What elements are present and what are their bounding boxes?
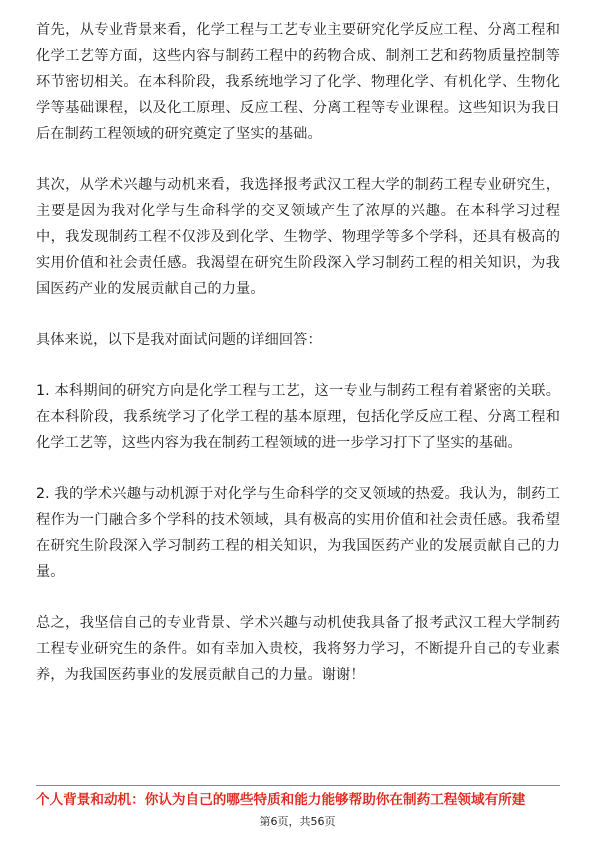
section-divider (36, 785, 560, 786)
paragraph-professional-background: 首先，从专业背景来看，化学工程与工艺专业主要研究化学反应工程、分离工程和化学工艺等方面，这些内容与制药工程中的药物合成、制剂工艺和药物质量控制等环节密切相关。在本科阶段，我系统地学习了化学、物理化学、有机化学、生物化学等基础课程，以及化工原理、反应工程、分离工程等专业课程。这些知识为我日后在制药工程领域的研究奠定了坚实的基础。 (36, 22, 560, 142)
paragraph-conclusion: 总之，我坚信自己的专业背景、学术兴趣与动机使我具备了报考武汉工程大学制药工程专业研究生的条件。如有幸加入贵校，我将努力学习，不断提升自己的专业素养，为我国医药事业的发展贡献自己的力量。谢谢！ (36, 615, 560, 683)
document-body (36, 17, 560, 713)
paragraph-detailed-answer-intro: 具体来说，以下是我对面试问题的详细回答： (36, 332, 322, 348)
next-question-heading: 个人背景和动机：你认为自己的哪些特质和能力能够帮助你在制药工程领域有所建 (36, 792, 526, 808)
page-footer: 第6页，共56页 (259, 815, 336, 828)
paragraph-answer-2: 2. 我的学术兴趣与动机源于对化学与生命科学的交叉领域的热爱。我认为，制药工程作为一门融合多个学科的技术领域，具有极高的实用价值和社会责任感。我希望在研究生阶段深入学习制药工程的相关知识，为我国医药产业的发展贡献自己的力量。 (36, 486, 560, 580)
paragraph-academic-interest: 其次，从学术兴趣与动机来看，我选择报考武汉工程大学的制药工程专业研究生，主要是因为我对化学与生命科学的交叉领域产生了浓厚的兴趣。在本科学习过程中，我发现制药工程不仅涉及到化学、生物学、物理学等多个学科，还具有极高的实用价值和社会责任感。我渴望在研究生阶段深入学习制药工程的相关知识，为我国医药产业的发展贡献自己的力量。 (36, 177, 560, 297)
paragraph-answer-1: 1. 本科期间的研究方向是化学工程与工艺，这一专业与制药工程有着紧密的关联。在本科阶段，我系统学习了化学工程的基本原理，包括化学反应工程、分离工程和化学工艺等，这些内容为我在制药工程领域的进一步学习打下了坚实的基础。 (36, 383, 560, 451)
